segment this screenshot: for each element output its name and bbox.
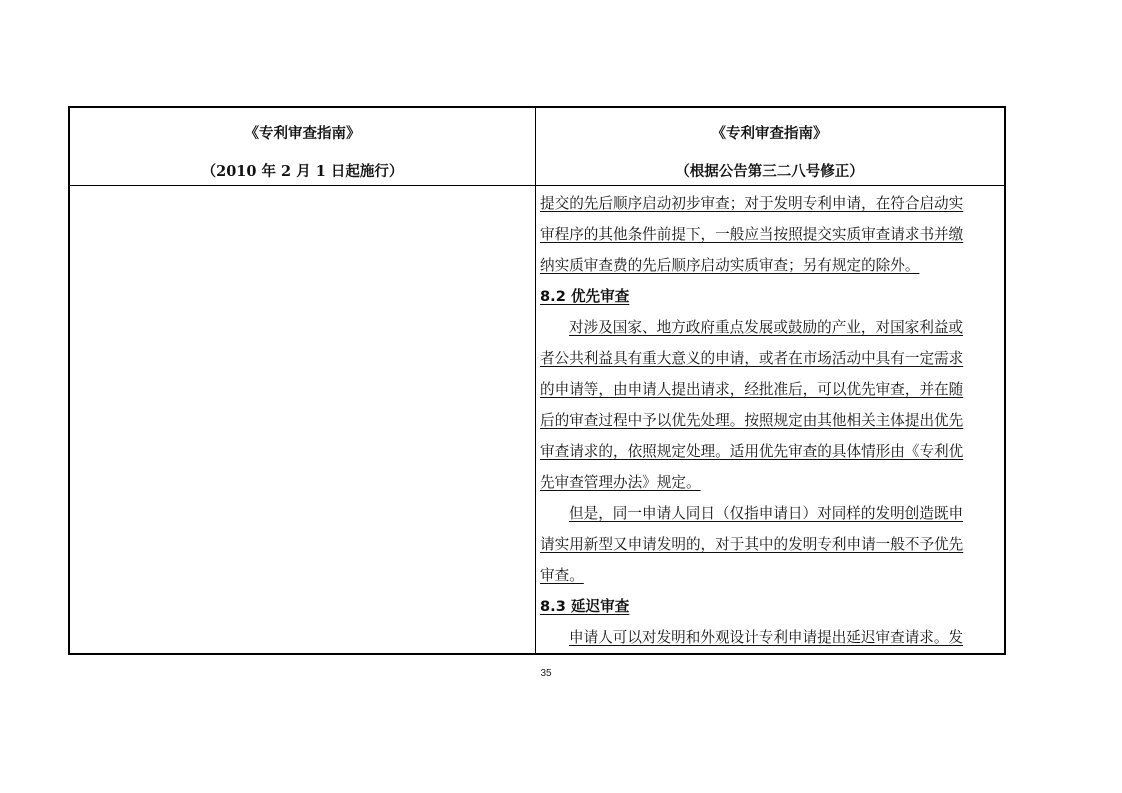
section-heading-8-3: 8.3 延迟审查 — [540, 598, 630, 615]
text-line: 者公共利益具有重大意义的申请，或者在市场活动中具有一定需求 — [540, 350, 964, 367]
text-line: 审查。 — [540, 567, 584, 584]
text-line: 对涉及国家、地方政府重点发展或鼓励的产业，对国家利益或 — [569, 319, 964, 336]
column-divider — [535, 108, 536, 653]
left-column-title: 《专利审查指南》 — [244, 125, 361, 142]
left-column-subtitle: （2010 年 2 月 1 日起施行） — [201, 163, 404, 180]
right-column-title: 《专利审查指南》 — [711, 125, 828, 142]
header-divider — [70, 185, 1004, 186]
text-line: 后的审查过程中予以优先处理。按照规定由其他相关主体提出优先 — [540, 412, 964, 429]
text-line: 申请人可以对发明和外观设计专利申请提出延迟审查请求。发 — [569, 629, 964, 646]
right-column-body — [540, 188, 999, 653]
text-line: 先审查管理办法》规定。 — [540, 474, 701, 491]
page-number: 35 — [540, 668, 552, 679]
text-line: 审查请求的，依照规定处理。适用优先审查的具体情形由《专利优 — [540, 443, 964, 460]
text-line: 审程序的其他条件前提下，一般应当按照提交实质审查请求书并缴 — [540, 226, 964, 243]
text-line: 的申请等，由申请人提出请求，经批准后，可以优先审查，并在随 — [540, 381, 964, 398]
header-cell-left — [70, 108, 535, 185]
comparison-table — [68, 106, 1006, 655]
header-cell-right — [536, 108, 1003, 185]
text-line: 请实用新型又申请发明的，对于其中的发明专利申请一般不予优先 — [540, 536, 964, 553]
text-line: 但是，同一申请人同日（仅指申请日）对同样的发明创造既申 — [569, 505, 964, 522]
section-heading-8-2: 8.2 优先审查 — [540, 288, 630, 305]
text-line: 纳实质审查费的先后顺序启动实质审查；另有规定的除外。 — [540, 257, 920, 274]
right-column-subtitle: （根据公告第三二八号修正） — [675, 163, 864, 180]
text-line: 提交的先后顺序启动初步审查；对于发明专利申请，在符合启动实 — [540, 195, 964, 212]
